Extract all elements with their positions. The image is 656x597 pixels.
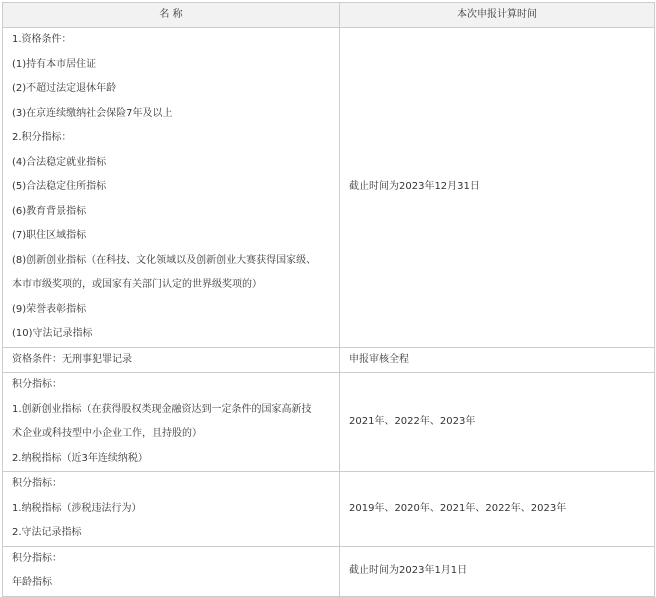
row-3-line-1: 积分指标： bbox=[12, 379, 62, 390]
row-4-name bbox=[3, 472, 340, 547]
row-5-line-1: 积分指标： bbox=[12, 552, 62, 564]
row-1-line-3: (2)不超过法定退休年龄 bbox=[12, 83, 117, 94]
row-1-line-9: (7)职住区域指标 bbox=[12, 230, 87, 241]
row-1-line-2: (1)持有本市居住证 bbox=[12, 58, 97, 70]
row-4-line-2: 1.纳税指标（涉税违法行为） bbox=[12, 502, 142, 514]
row-2-name: 资格条件：无刑事犯罪记录 bbox=[3, 347, 340, 373]
row-4-time: 2019年、2020年、2021年、2022年、2023年 bbox=[340, 472, 655, 547]
row-4-line-1: 积分指标： bbox=[12, 478, 62, 489]
row-3-time: 2021年、2022年、2023年 bbox=[340, 373, 655, 472]
row-1-name bbox=[3, 28, 340, 348]
row-1-line-8: (6)教育背景指标 bbox=[12, 205, 87, 217]
row-5-line-2: 年龄指标 bbox=[12, 577, 52, 588]
row-1-line-1: 1.资格条件： bbox=[12, 34, 72, 45]
row-1-line-11: 本市市级奖项的，或国家有关部门认定的世界级奖项的） bbox=[12, 279, 262, 290]
row-1-line-10: (8)创新创业指标（在科技、文化领域以及创新创业大赛获得国家级、 bbox=[12, 254, 317, 266]
table-row bbox=[3, 347, 655, 373]
row-1-line-5: 2.积分指标： bbox=[12, 132, 72, 143]
row-2-time: 申报审核全程 bbox=[340, 347, 655, 373]
row-3-name bbox=[3, 373, 340, 472]
table-header-row bbox=[3, 3, 655, 28]
row-5-name bbox=[3, 546, 340, 596]
row-1-line-13: (10)守法记录指标 bbox=[12, 328, 93, 339]
table-row bbox=[3, 472, 655, 547]
row-4-line-3: 2.守法记录指标 bbox=[12, 527, 82, 538]
table-row bbox=[3, 546, 655, 596]
row-3-line-3: 术企业或科技型中小企业工作，且持股的） bbox=[12, 428, 202, 439]
table-row bbox=[3, 373, 655, 472]
header-name: 名 称 bbox=[3, 3, 340, 28]
header-time: 本次申报计算时间 bbox=[340, 3, 655, 28]
policy-table bbox=[2, 2, 655, 597]
row-1-line-6: (4)合法稳定就业指标 bbox=[12, 156, 107, 168]
row-1-time: 截止时间为2023年12月31日 bbox=[340, 28, 655, 348]
row-3-line-2: 1.创新创业指标（在获得股权类现金融资达到一定条件的国家高新技 bbox=[12, 403, 312, 415]
row-3-line-4: 2.纳税指标（近3年连续纳税） bbox=[12, 452, 148, 464]
row-1-line-4: (3)在京连续缴纳社会保险7年及以上 bbox=[12, 107, 173, 119]
row-1-line-7: (5)合法稳定住所指标 bbox=[12, 181, 107, 192]
table-row bbox=[3, 28, 655, 348]
row-1-line-12: (9)荣誉表彰指标 bbox=[12, 303, 87, 315]
row-5-time: 截止时间为2023年1月1日 bbox=[340, 546, 655, 596]
